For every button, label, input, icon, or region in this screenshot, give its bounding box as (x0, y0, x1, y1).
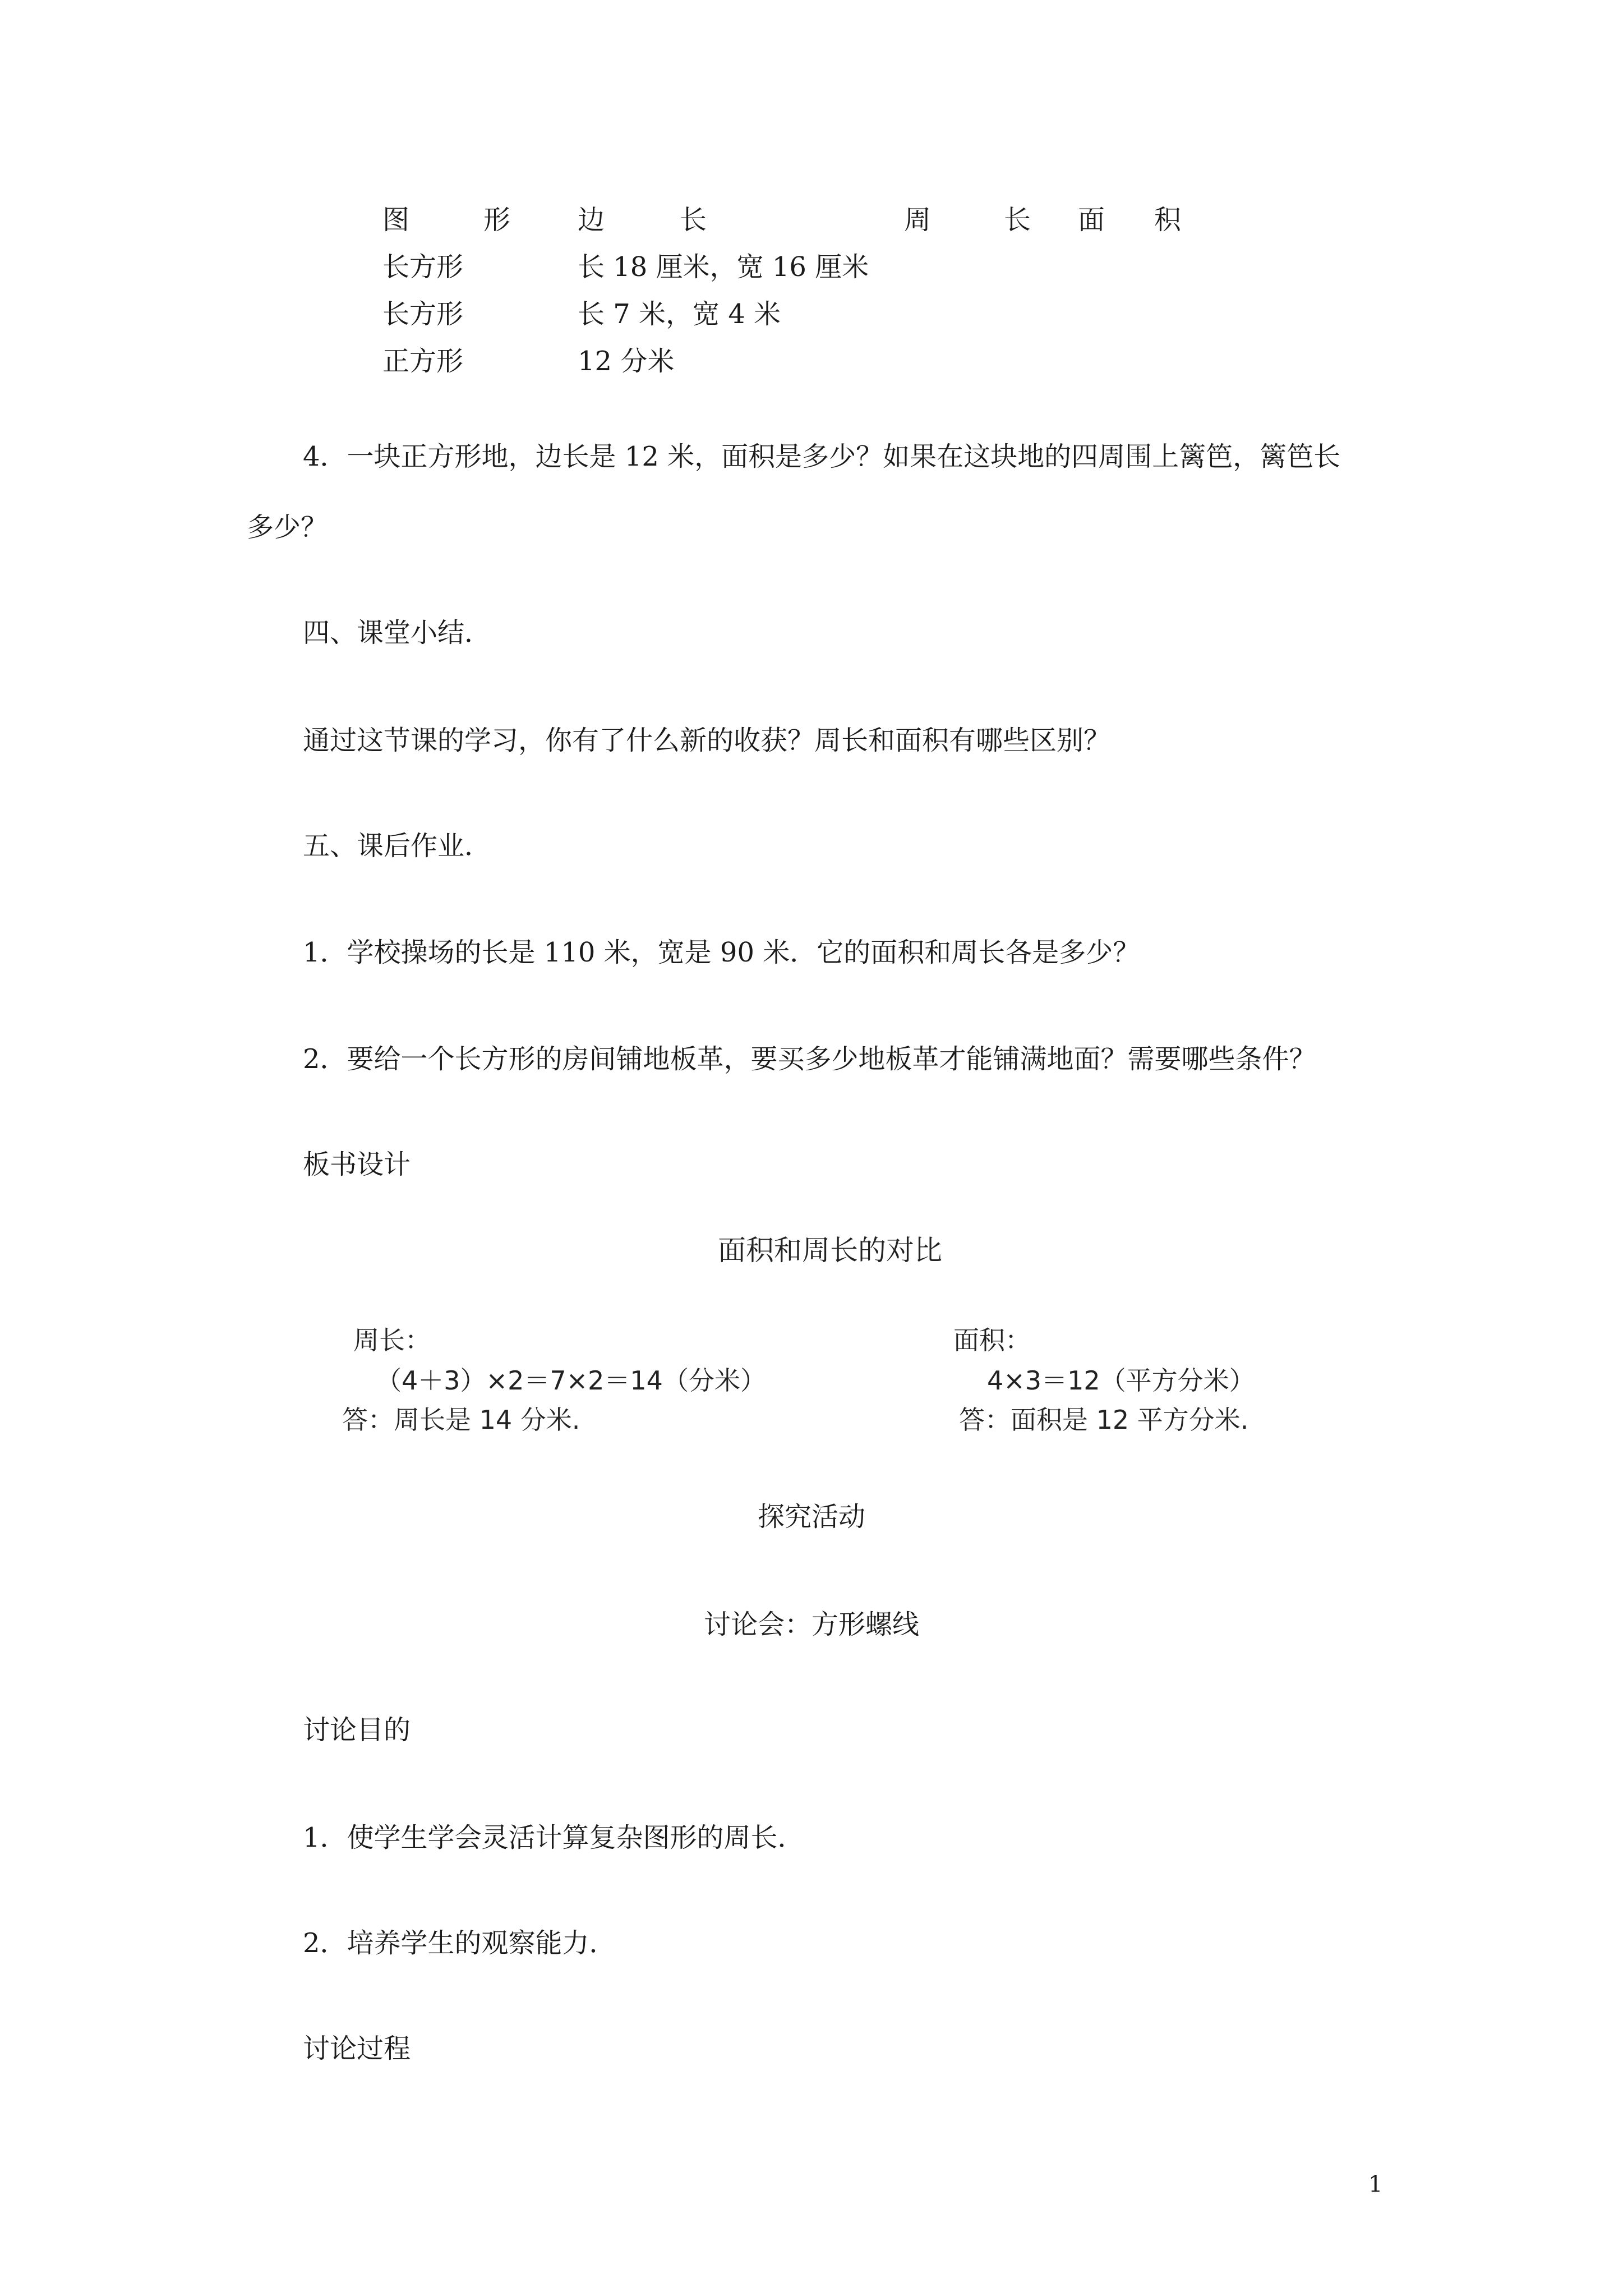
purpose-item-2: 2．培养学生的观察能力． (303, 1927, 616, 1959)
table-header-cell: 面 (1078, 204, 1105, 236)
table-header-cell: 长 (1004, 204, 1031, 236)
purpose-item-1: 1．使学生学会灵活计算复杂图形的周长． (303, 1822, 805, 1853)
table-cell-sides: 长 18 厘米，宽 16 厘米 (578, 251, 869, 283)
board-title: 面积和周长的对比 (718, 1234, 942, 1267)
summary-text: 通过这节课的学习，你有了什么新的收获？周长和面积有哪些区别？ (303, 725, 1111, 756)
table-cell-sides: 12 分米 (578, 346, 675, 377)
page-number: 1 (1368, 2171, 1383, 2197)
table-cell-shape: 长方形 (382, 251, 464, 283)
table-header-cell: 周 (904, 204, 932, 236)
summary-heading: 四、课堂小结． (303, 617, 492, 648)
board-design-figure (314, 1212, 1346, 1464)
perimeter-formula: （4＋3）×2＝7×2＝14（分米） (376, 1365, 766, 1396)
perimeter-label: 周长： (353, 1325, 431, 1355)
table-cell-shape: 正方形 (382, 346, 464, 377)
process-heading: 讨论过程 (303, 2033, 411, 2064)
homework-item-1: 1．学校操场的长是 110 米，宽是 90 米．它的面积和周长各是多少？ (303, 937, 1140, 968)
question-4-line1: 4．一块正方形地，边长是 12 米，面积是多少？如果在这块地的四周围上篱笆，篱笆长 (303, 441, 1341, 472)
table-header-cell: 积 (1154, 204, 1182, 236)
homework-item-2: 2．要给一个长方形的房间铺地板革，要买多少地板革才能铺满地面？需要哪些条件？ (303, 1043, 1316, 1075)
activity-title: 探究活动 (757, 1501, 865, 1533)
area-answer: 答：面积是 12 平方分米. (959, 1405, 1249, 1435)
activity-subtitle: 讨论会：方形螺线 (703, 1609, 919, 1640)
table-header-cell: 形 (483, 204, 511, 236)
table-cell-sides: 长 7 米，宽 4 米 (578, 298, 781, 330)
table-header-cell: 边 (578, 204, 605, 236)
homework-heading: 五、课后作业． (303, 830, 492, 862)
question-4-line2: 多少？ (247, 512, 328, 543)
table-cell-shape: 长方形 (382, 298, 464, 330)
perimeter-answer: 答：周长是 14 分米. (342, 1405, 580, 1435)
purpose-heading: 讨论目的 (303, 1714, 411, 1746)
area-formula: 4×3＝12（平方分米） (987, 1365, 1255, 1396)
area-label: 面积： (953, 1325, 1031, 1355)
table-header-cell: 图 (382, 204, 410, 236)
board-design-heading: 板书设计 (303, 1149, 411, 1180)
table-header-cell: 长 (680, 204, 707, 236)
